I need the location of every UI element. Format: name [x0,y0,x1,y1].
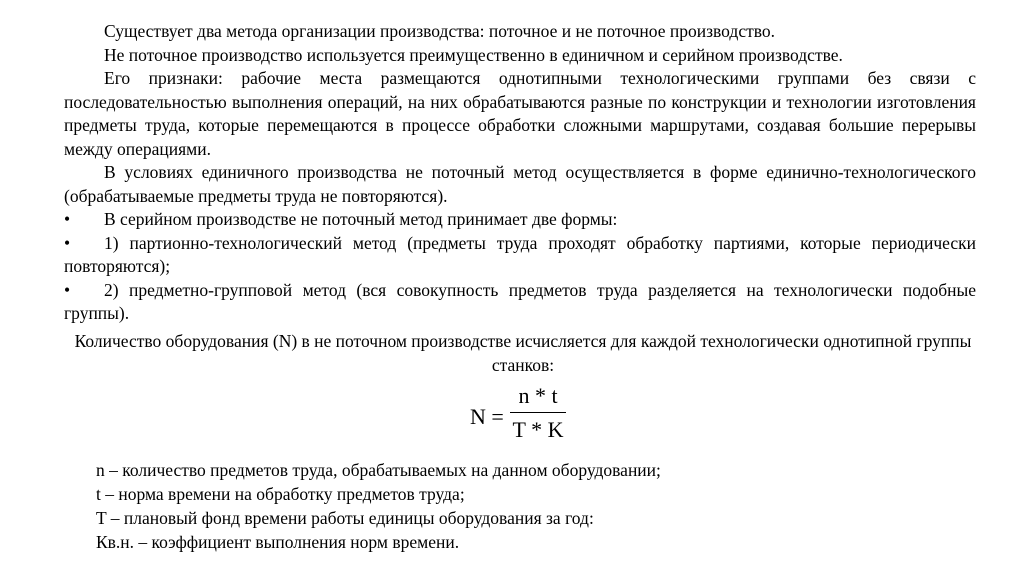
paragraph-features: Его признаки: рабочие места размещаются однотипными технологическими группами без связи с последовательностью выполнения операций, на них обрабатываются разные по конструкции и технологии изготовления предметы труда, которые перемещаются в процессе обработки сложными маршрутами, создавая большие перерывы между операциями. [64,68,976,159]
bullet-item-group-method [64,279,976,326]
document-body [64,20,976,326]
paragraph-methods: Существует два метода организации производства: поточное и не поточное производство. [104,21,776,41]
formula-caption: Количество оборудования (N) в не поточном производстве исчисляется для каждой технологически однотипной группы станков: [74,331,972,375]
definitions-list [96,458,661,554]
definition-t: t – норма времени на обработку предметов труда; [96,484,465,504]
bullet-text: 2) предметно-групповой метод (вся совокупность предметов труда разделяется на технологически подобные группы). [64,279,976,323]
formula [64,380,976,456]
formula-fraction [510,382,566,445]
definition-kvn: Кв.н. – коэффициент выполнения норм времени. [96,532,460,552]
fraction-bar [510,412,566,413]
definition-T: T – плановый фонд времени работы единицы оборудования за год: [96,508,594,528]
paragraph-non-flow-usage: Не поточное производство используется преимущественно в единичном и серийном производстве. [104,44,843,65]
formula-lhs: N = [470,404,504,429]
formula-denominator: T * K [512,417,564,442]
formula-numerator: n * t [518,383,558,408]
bullet-text: В серийном производстве не поточный метод принимает две формы: [104,209,618,229]
bullet-item-batch-method [64,232,976,279]
bullet-marker: • [64,279,71,300]
bullet-marker: • [64,209,71,229]
formula-section [50,330,996,377]
bullet-text: 1) партионно-технологический метод (предметы труда проходят обработку партиями, которые периодически повторяются); [64,232,976,276]
bullet-item-serial-forms [64,208,976,232]
definition-n: n – количество предметов труда, обрабатываемых на данном оборудовании; [96,460,661,480]
paragraph-single-production: В условиях единичного производства не поточный метод осуществляется в форме единично-технологического (обрабатываемые предметы труда не повторяются). [64,162,976,206]
bullet-marker: • [64,232,71,253]
